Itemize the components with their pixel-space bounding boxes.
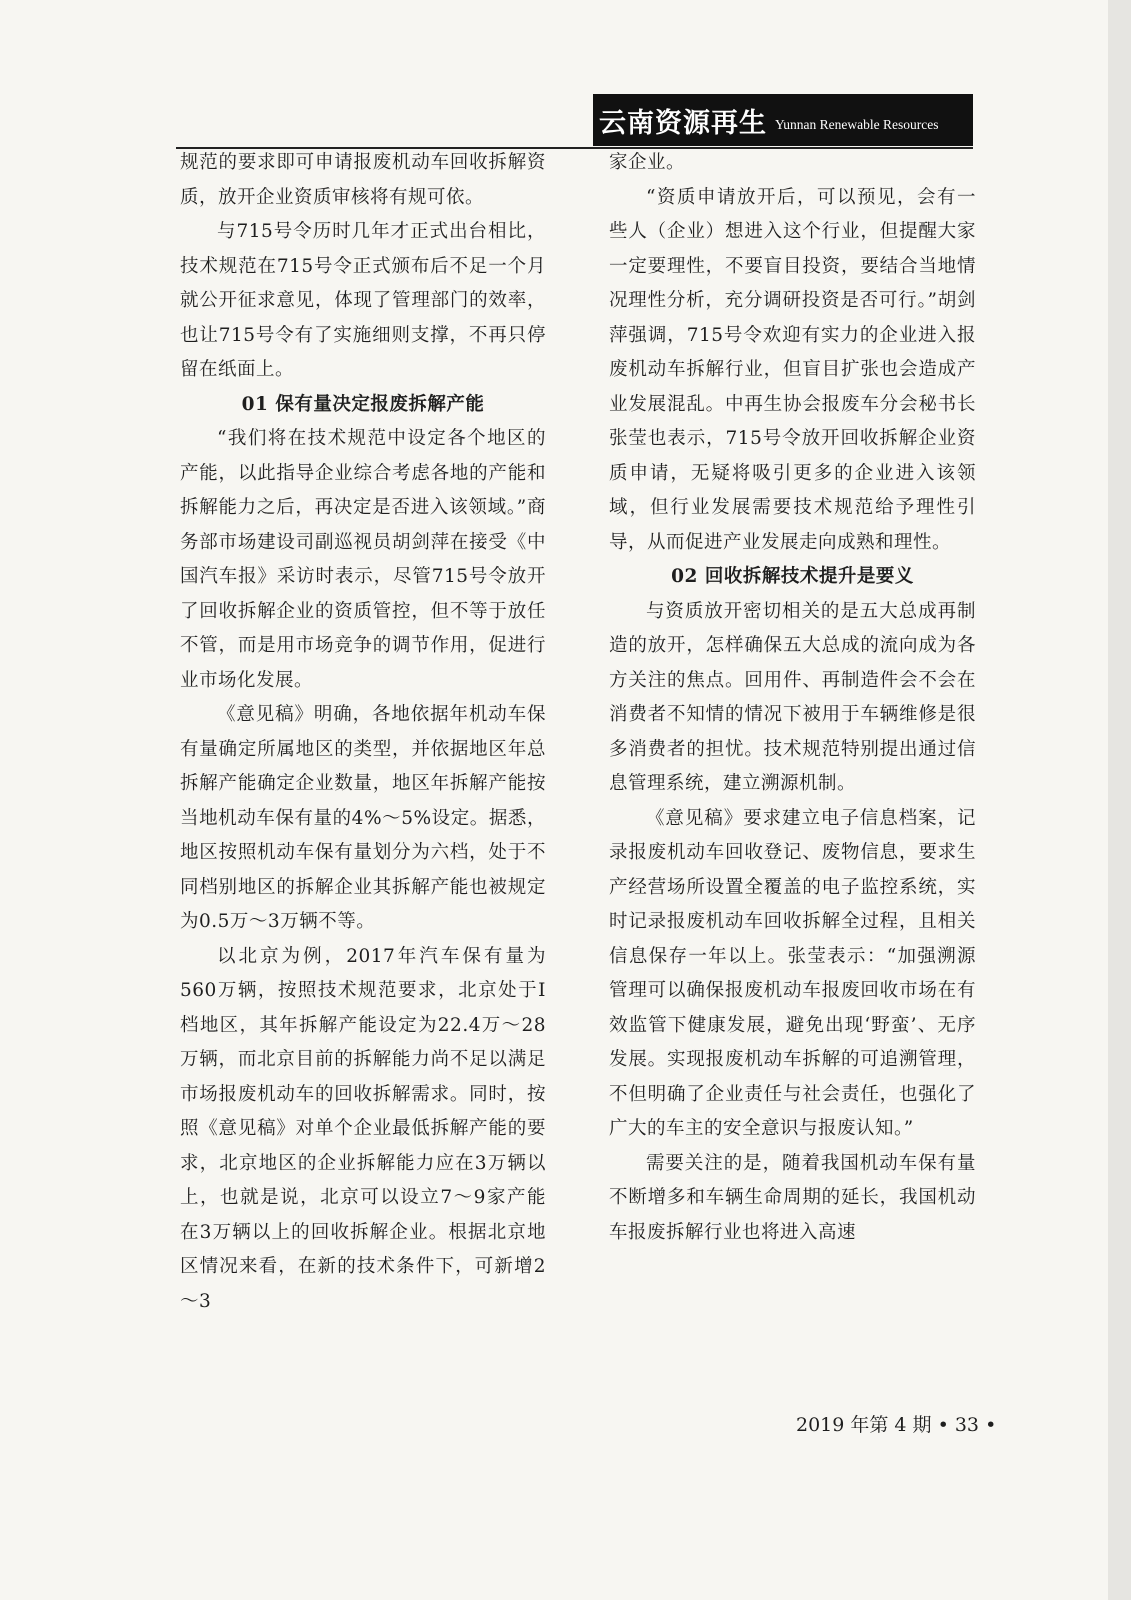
paragraph: “资质申请放开后，可以预见，会有一些人（企业）想进入这个行业，但提醒大家一定要理性，不要盲目投资，要结合当地情况理性分析，充分调研投资是否可行。”胡剑萍强调，715号令欢迎有实力的企业进入报废机动车拆解行业，但盲目扩张也会造成产业发展混乱。中再生协会报废车分会秘书长张莹也表示，715号令放开回收拆解企业资质申请，无疑将吸引更多的企业进入该领域，但行业发展需要技术规范给予理性引导，从而促进产业发展走向成熟和理性。 [609,186,976,553]
paragraph: 与715号令历时几年才正式出台相比，技术规范在715号令正式颁布后不足一个月就公开征求意见，体现了管理部门的效率，也让715号令有了实施细则支撑，不再只停留在纸面上。 [180,221,546,380]
paragraph: 以北京为例，2017年汽车保有量为560万辆，按照技术规范要求，北京处于Ⅰ档地区，其年拆解产能设定为22.4万～28万辆，而北京目前的拆解能力尚不足以满足市场报废机动车的回收拆解需求。同时，按照《意见稿》对单个企业最低拆解产能的要求，北京地区的企业拆解能力应在3万辆以上，也就是说，北京可以设立7～9家产能在3万辆以上的回收拆解企业。根据北京地区情况来看，在新的技术条件下，可新增2～3 [180,945,546,1312]
section-heading: 02 回收拆解技术提升是要义 [671,566,914,587]
journal-masthead [593,94,973,146]
paragraph: 《意见稿》明确，各地依据年机动车保有量确定所属地区的类型，并依据地区年总拆解产能确定企业数量，地区年拆解产能按当地机动车保有量的4%～5%设定。据悉，地区按照机动车保有量划分为六档，处于不同档别地区的拆解企业其拆解产能也被规定为0.5万～3万辆不等。 [180,704,546,932]
journal-title-cn: 云南资源再生 [599,107,767,139]
right-column [609,146,976,1250]
paragraph: 规范的要求即可申请报废机动车回收拆解资质，放开企业资质审核将有规可依。 [180,152,546,208]
paragraph: “我们将在技术规范中设定各个地区的产能，以此指导企业综合考虑各地的产能和拆解能力之后，再决定是否进入该领域。”商务部市场建设司副巡视员胡剑萍在接受《中国汽车报》采访时表示，尽管715号令放开了回收拆解企业的资质管控，但不等于放任不管，而是用市场竞争的调节作用，促进行业市场化发展。 [180,428,546,691]
section-heading: 01 保有量决定报废拆解产能 [241,393,485,415]
paragraph: 《意见稿》要求建立电子信息档案，记录报废机动车回收登记、废物信息，要求生产经营场所设置全覆盖的电子监控系统，实时记录报废机动车回收拆解全过程，且相关信息保存一年以上。张莹表示：“加强溯源管理可以确保报废机动车报废回收市场在有效监管下健康发展，避免出现‘野蛮’、无序发展。实现报废机动车拆解的可追溯管理，不但明确了企业责任与社会责任，也强化了广大的车主的安全意识与报废认知。” [609,807,976,1139]
paragraph: 与资质放开密切相关的是五大总成再制造的放开，怎样确保五大总成的流向成为各方关注的焦点。回用件、再制造件会不会在消费者不知情的情况下被用于车辆维修是很多消费者的担忧。技术规范特别提出通过信息管理系统，建立溯源机制。 [609,600,976,794]
page-edge [1108,0,1131,1600]
page-footer: 2019 年第 4 期 • 33 • [796,1414,997,1436]
journal-title-en: Yunnan Renewable Resources [775,116,939,132]
left-column [180,146,546,1319]
paragraph: 需要关注的是，随着我国机动车保有量不断增多和车辆生命周期的延长，我国机动车报废拆解行业也将进入高速 [609,1152,976,1243]
paragraph: 家企业。 [609,152,686,173]
